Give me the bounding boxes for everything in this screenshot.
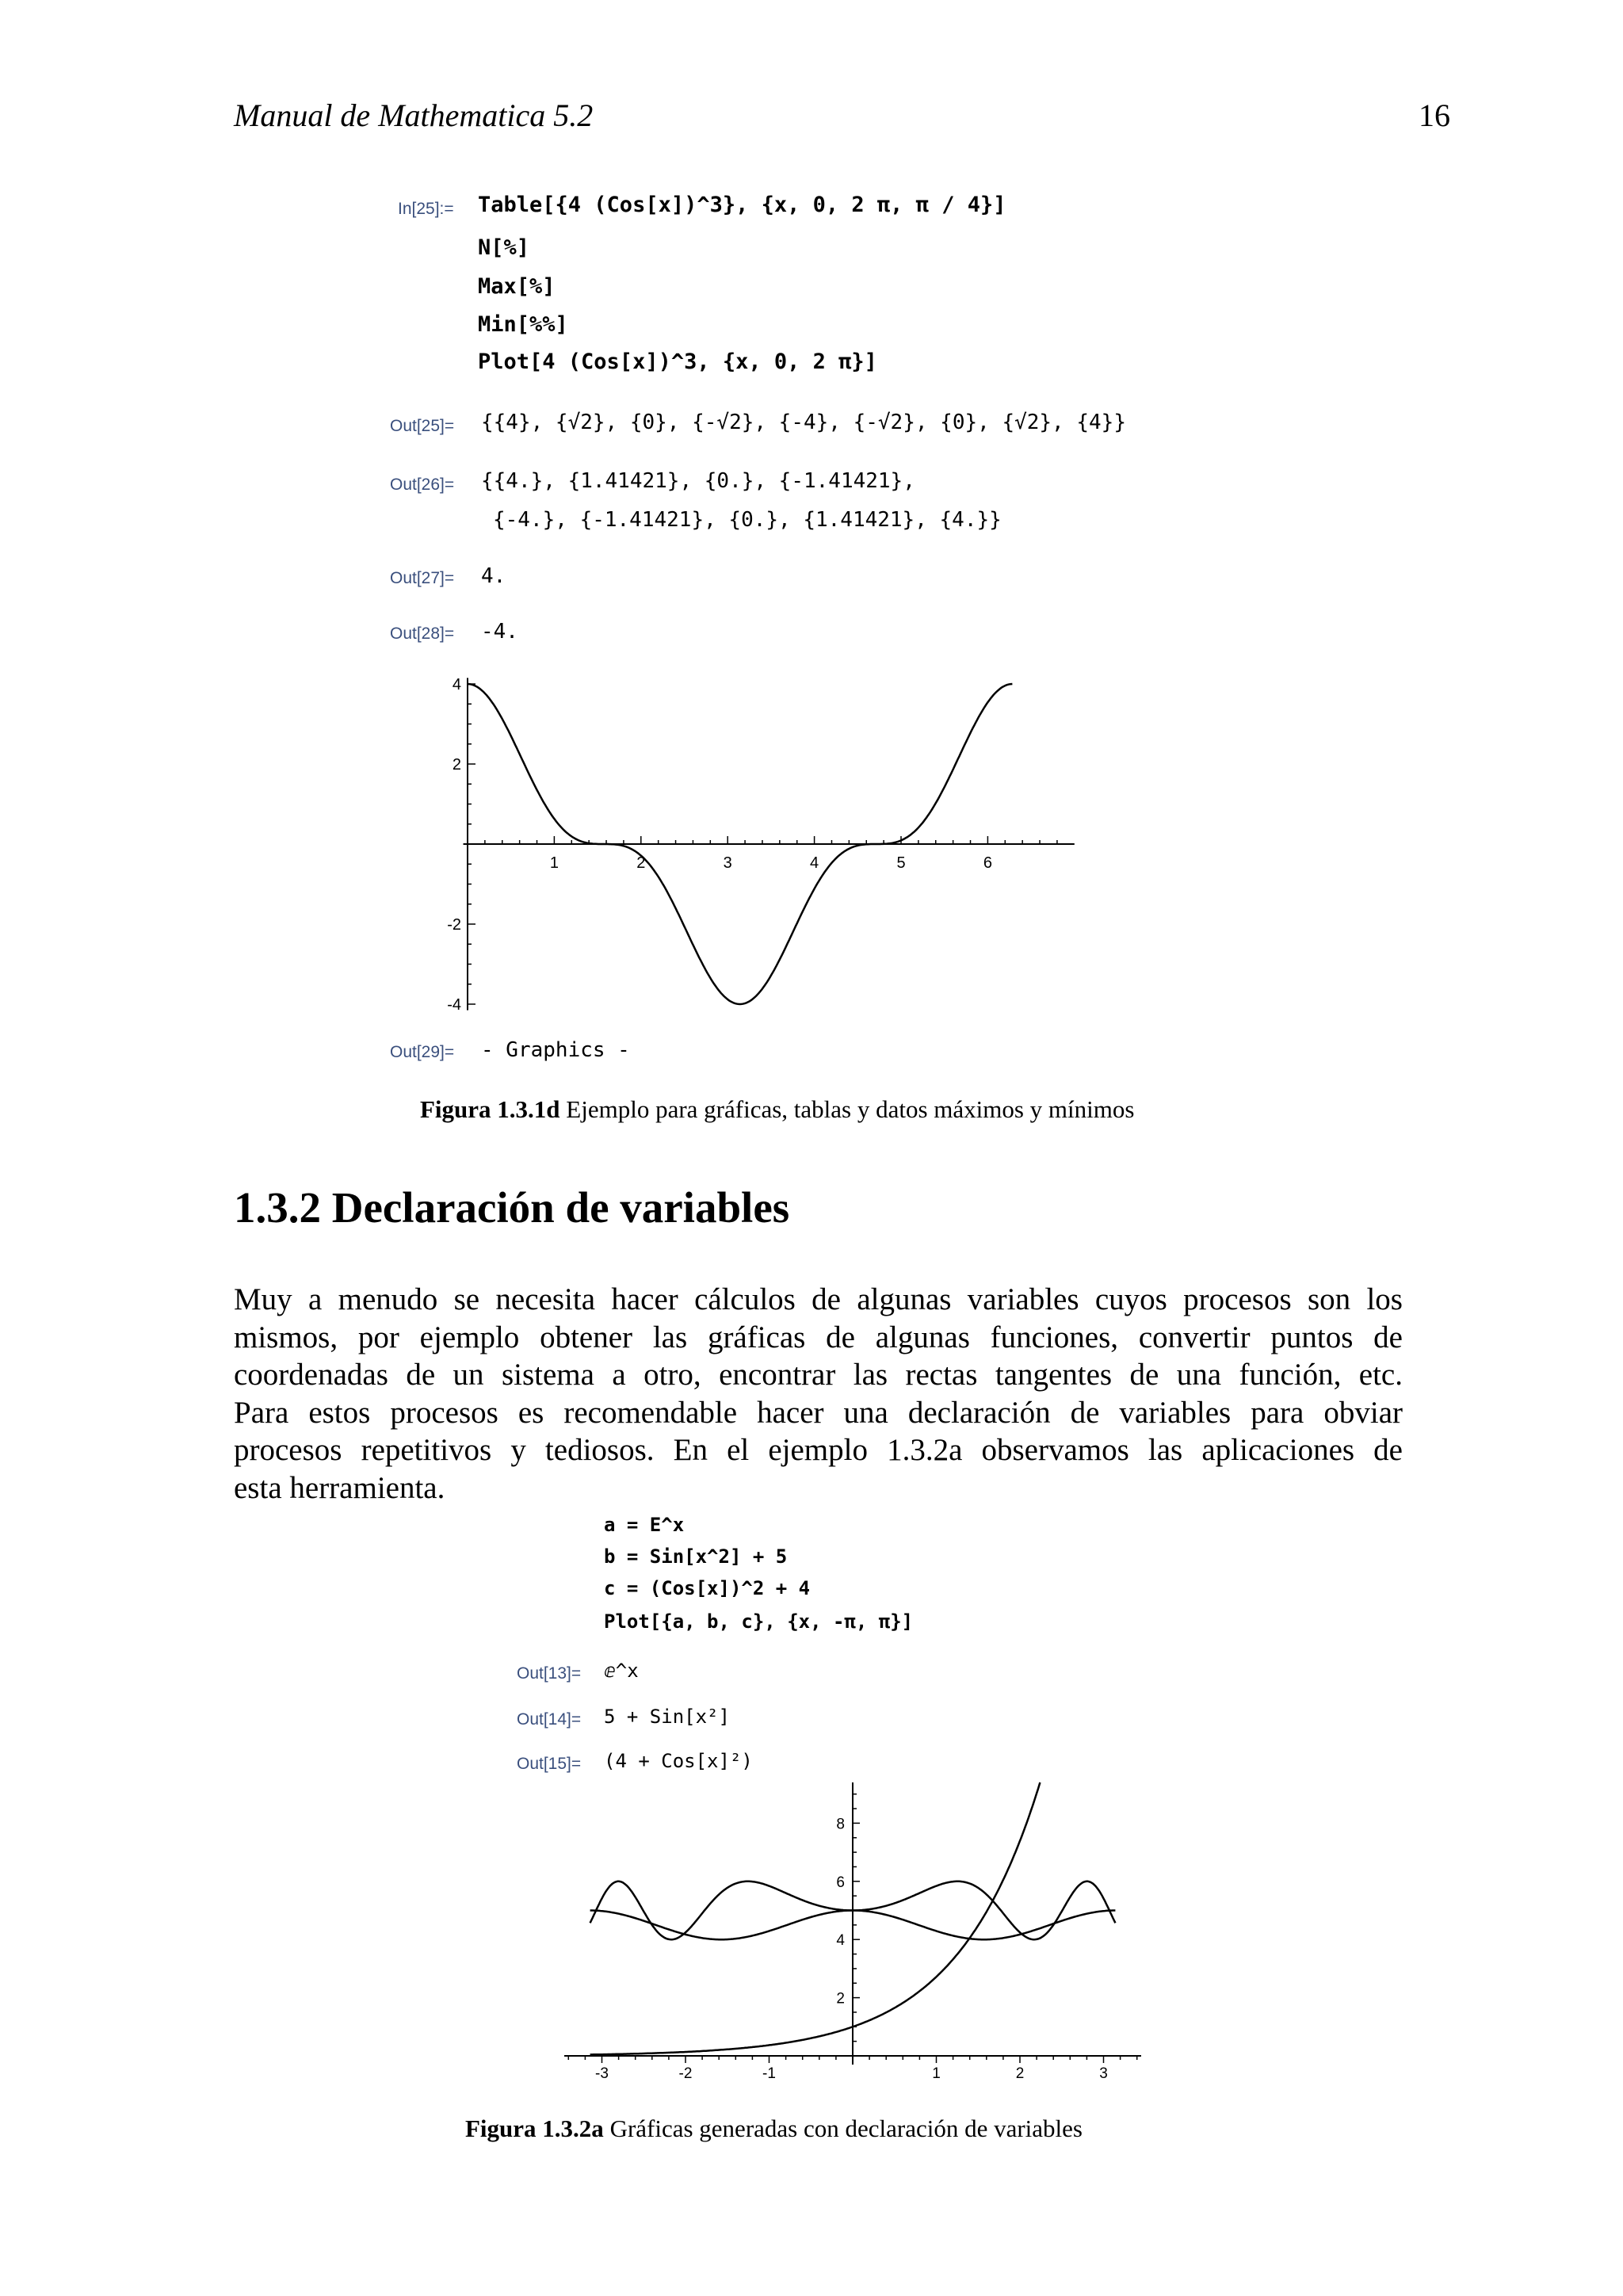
x-tick-label-3: 3	[723, 854, 732, 872]
series-exp	[590, 1782, 1041, 2054]
paragraph-line-3: coordenadas de un sistema a otro, encontrar las rectas tangentes de una función, etc.	[234, 1358, 1403, 1392]
y-tick-label-4: 4	[836, 1932, 845, 1950]
output-28: -4.	[481, 620, 518, 644]
x-tick-label--3: -3	[595, 2065, 609, 2082]
y-tick-label-8: 8	[836, 1816, 845, 1833]
paragraph-line-2: mismos, por ejemplo obtener las gráficas de algunas funciones, convertir puntos de	[234, 1320, 1403, 1354]
figure-caption-2-label: Figura 1.3.2a	[465, 2115, 604, 2142]
x-tick-label-4: 4	[810, 854, 819, 872]
x-tick-label-5: 5	[896, 854, 906, 872]
y-tick-label-2: 2	[836, 1990, 845, 2008]
x-tick-label-1: 1	[932, 2065, 941, 2082]
figure-caption-1-text: Ejemplo para gráficas, tablas y datos máximos y mínimos	[559, 1095, 1135, 1123]
y-tick-label--2: -2	[447, 916, 461, 934]
input2-line-3: c = (Cos[x])^2 + 4	[604, 1577, 811, 1599]
y-tick-label-2: 2	[452, 756, 461, 774]
input2-line-2: b = Sin[x^2] + 5	[604, 1545, 788, 1568]
figure-caption-2-text: Gráficas generadas con declaración de variables	[603, 2115, 1083, 2142]
paragraph-line-5: procesos repetitivos y tediosos. En el ejemplo 1.3.2a observamos las aplicaciones de	[234, 1433, 1403, 1467]
page-number: 16	[1419, 97, 1450, 133]
x-tick-label-6: 6	[983, 854, 992, 872]
x-tick-label--2: -2	[678, 2065, 693, 2082]
output-14: 5 + Sin[x²]	[604, 1706, 730, 1728]
input-line-4: Min[%%]	[478, 312, 568, 337]
output-26-line-1: {{4.}, {1.41421}, {0.}, {-1.41421},	[481, 469, 915, 493]
x-tick-label-2: 2	[1015, 2065, 1025, 2082]
x-tick-label--1: -1	[762, 2065, 776, 2082]
output-25: {{4}, {√2}, {0}, {-√2}, {-4}, {-√2}, {0}, {√2}, {4}}	[481, 411, 1126, 434]
figure-caption-2	[465, 2115, 1083, 2143]
x-tick-label-2: 2	[636, 854, 646, 872]
figure-caption-1-label: Figura 1.3.1d	[420, 1095, 560, 1123]
out-label-25: Out[25]=	[390, 417, 455, 435]
paragraph-line-4: Para estos procesos es recomendable hacer una declaración de variables para obviar	[234, 1395, 1403, 1430]
x-tick-label-1: 1	[549, 854, 559, 872]
input-line-1: Table[{4 (Cos[x])^3}, {x, 0, 2 π, π / 4}]	[478, 193, 1006, 217]
input-line-5: Plot[4 (Cos[x])^3, {x, 0, 2 π}]	[478, 350, 877, 374]
output-26-line-2: {-4.}, {-1.41421}, {0.}, {1.41421}, {4.}}	[493, 508, 1002, 532]
input2-line-4: Plot[{a, b, c}, {x, -π, π}]	[604, 1610, 914, 1633]
y-tick-label--4: -4	[447, 996, 461, 1014]
out-label-13: Out[13]=	[517, 1664, 582, 1683]
paragraph-line-1: Muy a menudo se necesita hacer cálculos de algunas variables cuyos procesos son los	[234, 1282, 1403, 1316]
out-label-26: Out[26]=	[390, 476, 455, 494]
output-13: ⅇ^x	[604, 1660, 639, 1682]
out-label-28: Out[28]=	[390, 625, 455, 643]
y-tick-label-6: 6	[836, 1874, 845, 1891]
out-label-27: Out[27]=	[390, 569, 455, 587]
paragraph-line-6: esta herramienta.	[234, 1470, 445, 1505]
output-15: (4 + Cos[x]²)	[604, 1750, 753, 1772]
input2-line-1: a = E^x	[604, 1514, 685, 1536]
input-line-3: Max[%]	[478, 274, 556, 299]
header-title: Manual de Mathematica 5.2	[234, 97, 594, 133]
in-label-25: In[25]:=	[398, 200, 454, 218]
output-29: - Graphics -	[481, 1038, 630, 1062]
out-label-29: Out[29]=	[390, 1043, 455, 1061]
output-27: 4.	[481, 564, 506, 588]
input-line-2: N[%]	[478, 235, 530, 260]
y-tick-label-4: 4	[452, 676, 461, 693]
out-label-15: Out[15]=	[517, 1755, 582, 1773]
x-tick-label-3: 3	[1099, 2065, 1108, 2082]
section-title: 1.3.2 Declaración de variables	[234, 1183, 790, 1232]
out-label-14: Out[14]=	[517, 1710, 582, 1729]
